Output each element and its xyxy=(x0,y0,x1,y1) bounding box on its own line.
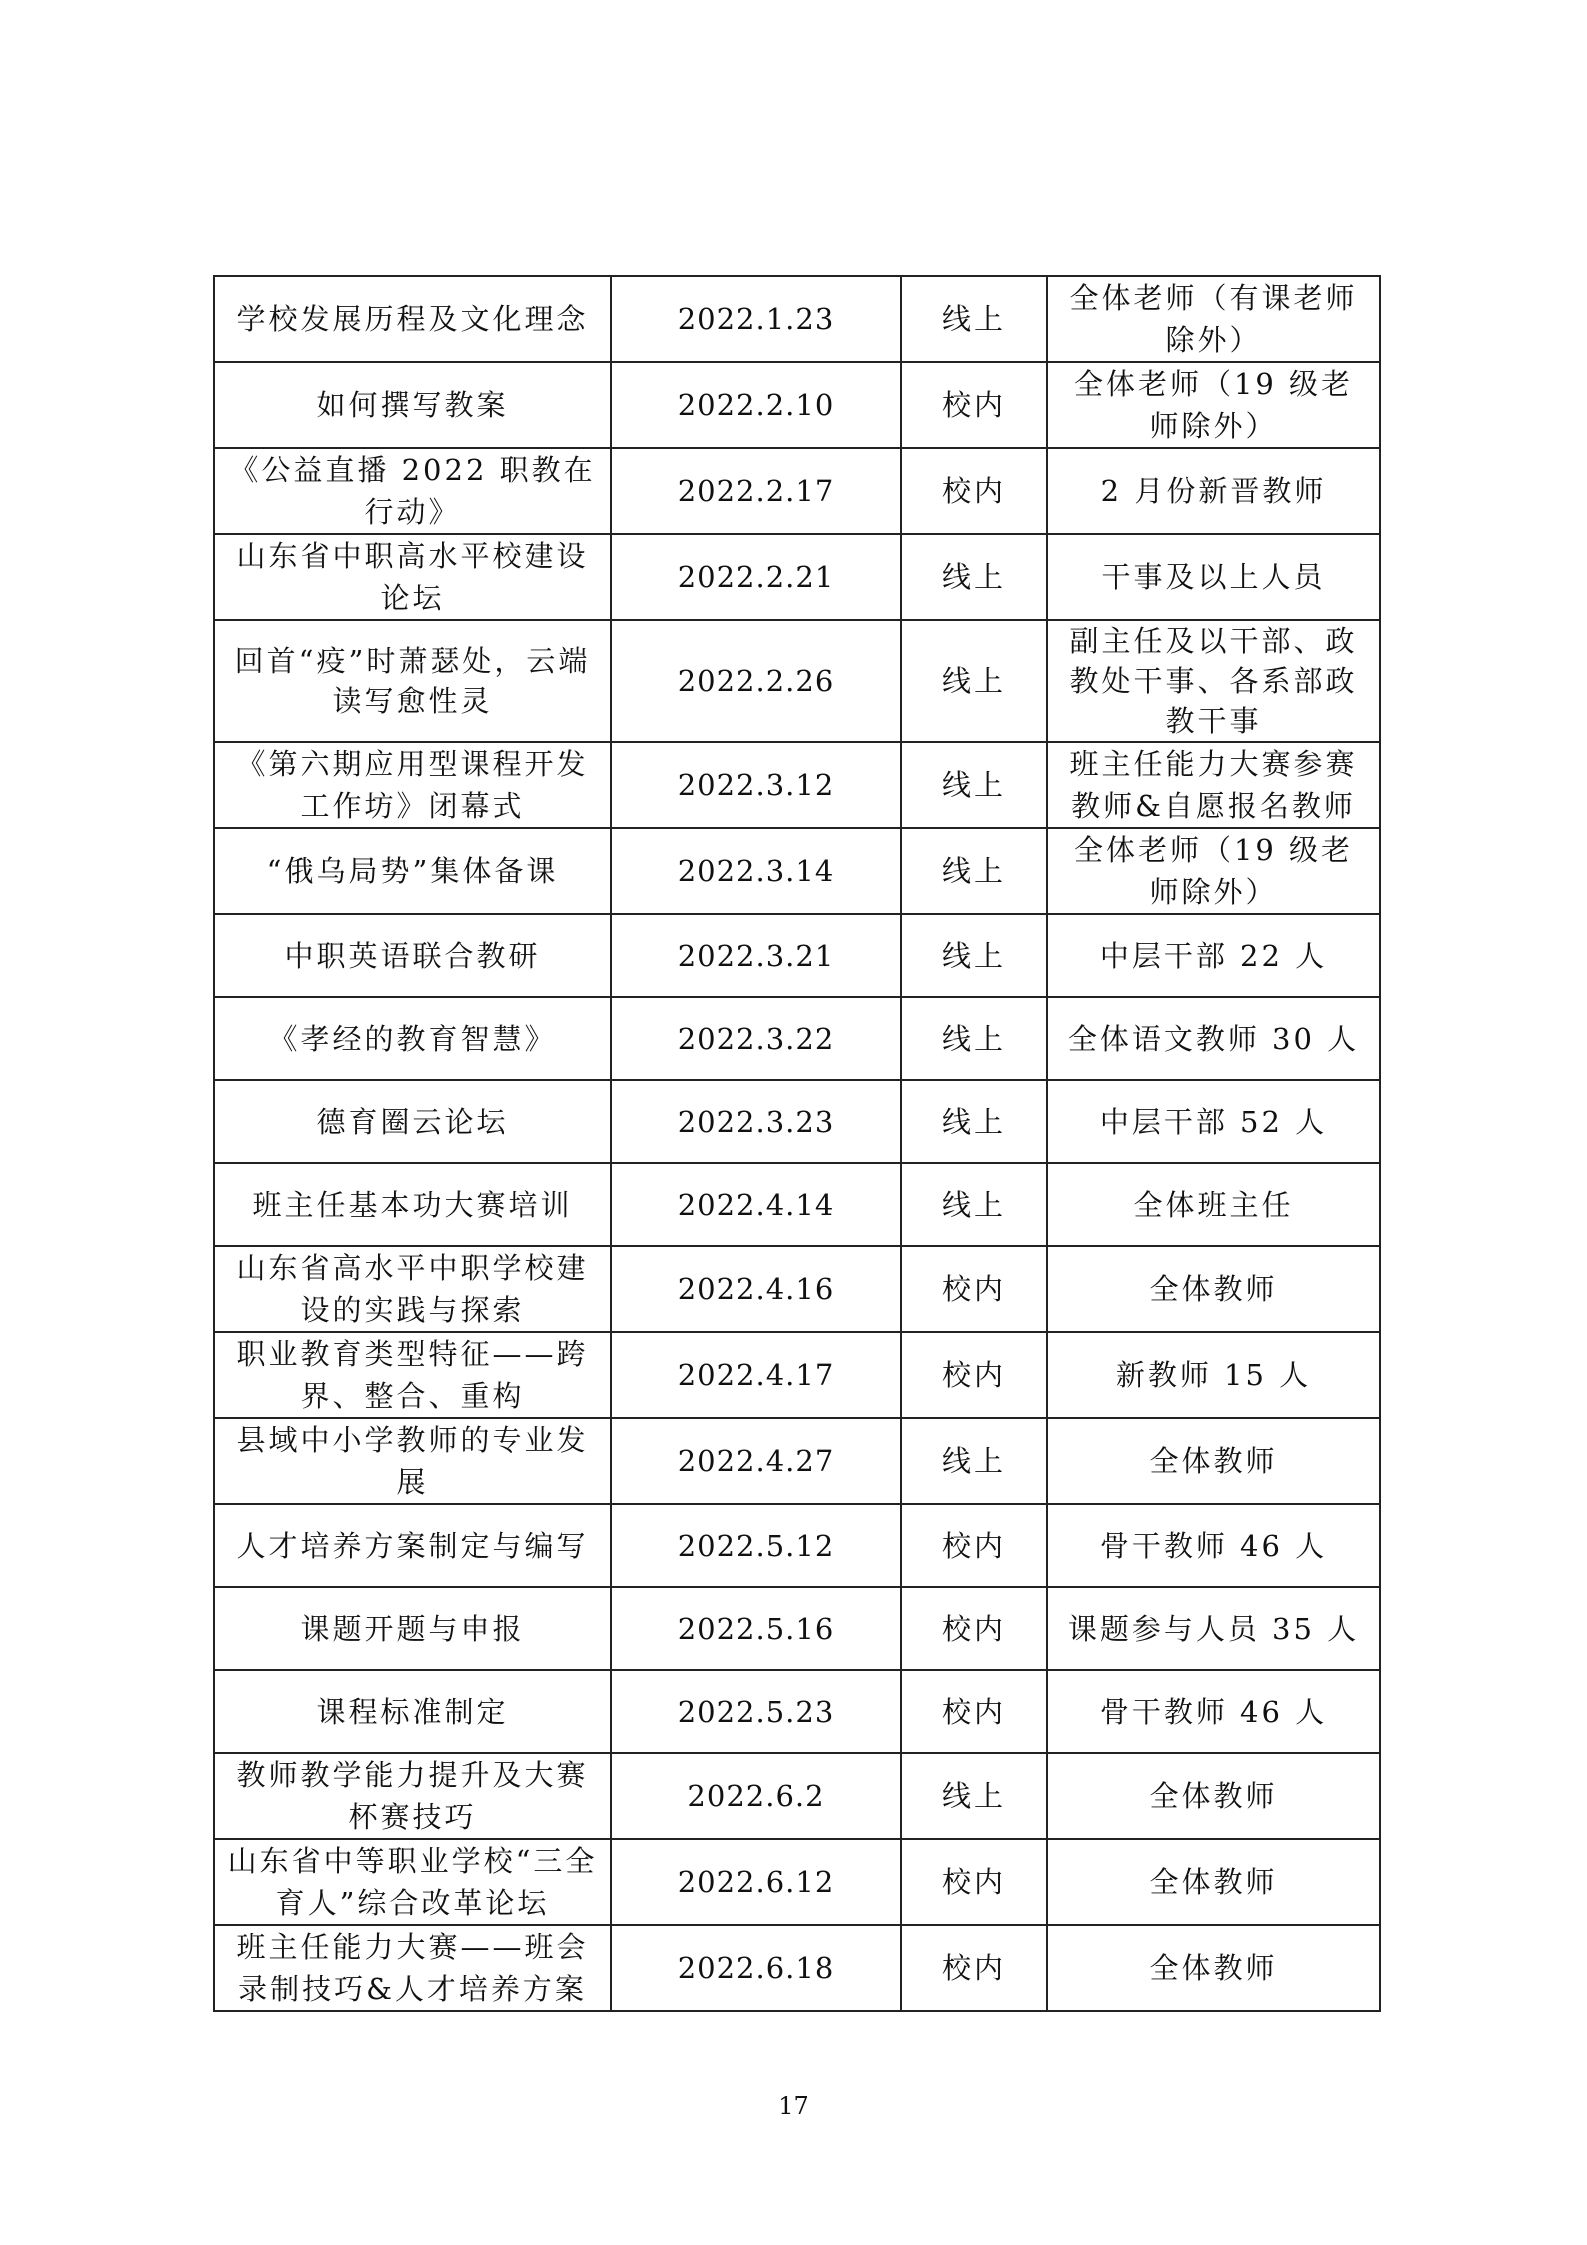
audience-cell: 全体教师 xyxy=(1047,1246,1380,1332)
table-row xyxy=(214,1504,1380,1587)
mode-cell: 线上 xyxy=(901,742,1047,828)
table-row xyxy=(214,1418,1380,1504)
audience-cell: 新教师 15 人 xyxy=(1047,1332,1380,1418)
audience-cell: 全体教师 xyxy=(1047,1839,1380,1925)
table-row xyxy=(214,448,1380,534)
audience-cell: 班主任能力大赛参赛教师&自愿报名教师 xyxy=(1047,742,1380,828)
table-row xyxy=(214,276,1380,362)
table-row xyxy=(214,1246,1380,1332)
date-cell: 2022.2.10 xyxy=(611,362,901,448)
date-cell: 2022.4.14 xyxy=(611,1163,901,1246)
table-row xyxy=(214,1587,1380,1670)
date-cell: 2022.4.27 xyxy=(611,1418,901,1504)
table-row xyxy=(214,1670,1380,1753)
date-cell: 2022.3.22 xyxy=(611,997,901,1080)
audience-cell: 全体老师（有课老师除外） xyxy=(1047,276,1380,362)
table-row xyxy=(214,997,1380,1080)
topic-cell: 《第六期应用型课程开发工作坊》闭幕式 xyxy=(214,742,611,828)
topic-cell: 学校发展历程及文化理念 xyxy=(214,276,611,362)
table-row xyxy=(214,362,1380,448)
mode-cell: 线上 xyxy=(901,914,1047,997)
audience-cell: 2 月份新晋教师 xyxy=(1047,448,1380,534)
topic-cell: 班主任基本功大赛培训 xyxy=(214,1163,611,1246)
mode-cell: 校内 xyxy=(901,1587,1047,1670)
audience-cell: 课题参与人员 35 人 xyxy=(1047,1587,1380,1670)
mode-cell: 线上 xyxy=(901,1753,1047,1839)
audience-cell: 中层干部 52 人 xyxy=(1047,1080,1380,1163)
topic-cell: 职业教育类型特征——跨界、整合、重构 xyxy=(214,1332,611,1418)
table-row xyxy=(214,1925,1380,2011)
topic-cell: 《公益直播 2022 职教在行动》 xyxy=(214,448,611,534)
audience-cell: 全体老师（19 级老师除外） xyxy=(1047,362,1380,448)
mode-cell: 线上 xyxy=(901,1163,1047,1246)
topic-cell: 县域中小学教师的专业发展 xyxy=(214,1418,611,1504)
topic-cell: 《孝经的教育智慧》 xyxy=(214,997,611,1080)
topic-cell: 教师教学能力提升及大赛杯赛技巧 xyxy=(214,1753,611,1839)
mode-cell: 线上 xyxy=(901,534,1047,620)
date-cell: 2022.3.23 xyxy=(611,1080,901,1163)
topic-cell: 如何撰写教案 xyxy=(214,362,611,448)
date-cell: 2022.2.21 xyxy=(611,534,901,620)
date-cell: 2022.5.23 xyxy=(611,1670,901,1753)
topic-cell: “俄乌局势”集体备课 xyxy=(214,828,611,914)
date-cell: 2022.3.12 xyxy=(611,742,901,828)
table-row xyxy=(214,1332,1380,1418)
mode-cell: 校内 xyxy=(901,362,1047,448)
topic-cell: 德育圈云论坛 xyxy=(214,1080,611,1163)
table-row xyxy=(214,534,1380,620)
mode-cell: 线上 xyxy=(901,997,1047,1080)
table-row xyxy=(214,1753,1380,1839)
mode-cell: 校内 xyxy=(901,1332,1047,1418)
topic-cell: 课题开题与申报 xyxy=(214,1587,611,1670)
topic-cell: 山东省中等职业学校“三全育人”综合改革论坛 xyxy=(214,1839,611,1925)
date-cell: 2022.5.16 xyxy=(611,1587,901,1670)
date-cell: 2022.3.21 xyxy=(611,914,901,997)
table-row xyxy=(214,1839,1380,1925)
topic-cell: 人才培养方案制定与编写 xyxy=(214,1504,611,1587)
audience-cell: 全体教师 xyxy=(1047,1925,1380,2011)
topic-cell: 中职英语联合教研 xyxy=(214,914,611,997)
training-schedule-table xyxy=(213,275,1381,2012)
audience-cell: 中层干部 22 人 xyxy=(1047,914,1380,997)
mode-cell: 校内 xyxy=(901,1925,1047,2011)
mode-cell: 线上 xyxy=(901,828,1047,914)
table-row xyxy=(214,620,1380,742)
audience-cell: 副主任及以干部、政教处干事、各系部政教干事 xyxy=(1047,620,1380,742)
audience-cell: 全体班主任 xyxy=(1047,1163,1380,1246)
table-row xyxy=(214,1080,1380,1163)
topic-cell: 回首“疫”时萧瑟处，云端读写愈性灵 xyxy=(214,620,611,742)
date-cell: 2022.2.17 xyxy=(611,448,901,534)
audience-cell: 全体老师（19 级老师除外） xyxy=(1047,828,1380,914)
audience-cell: 骨干教师 46 人 xyxy=(1047,1670,1380,1753)
mode-cell: 线上 xyxy=(901,276,1047,362)
table-row xyxy=(214,828,1380,914)
date-cell: 2022.2.26 xyxy=(611,620,901,742)
mode-cell: 校内 xyxy=(901,1504,1047,1587)
table-row xyxy=(214,914,1380,997)
mode-cell: 校内 xyxy=(901,448,1047,534)
topic-cell: 山东省中职高水平校建设论坛 xyxy=(214,534,611,620)
date-cell: 2022.4.17 xyxy=(611,1332,901,1418)
topic-cell: 班主任能力大赛——班会录制技巧&人才培养方案 xyxy=(214,1925,611,2011)
mode-cell: 线上 xyxy=(901,1418,1047,1504)
audience-cell: 全体语文教师 30 人 xyxy=(1047,997,1380,1080)
date-cell: 2022.6.2 xyxy=(611,1753,901,1839)
mode-cell: 线上 xyxy=(901,1080,1047,1163)
date-cell: 2022.6.12 xyxy=(611,1839,901,1925)
date-cell: 2022.3.14 xyxy=(611,828,901,914)
mode-cell: 线上 xyxy=(901,620,1047,742)
audience-cell: 全体教师 xyxy=(1047,1418,1380,1504)
mode-cell: 校内 xyxy=(901,1839,1047,1925)
table-row xyxy=(214,742,1380,828)
page-number: 17 xyxy=(778,2092,809,2120)
audience-cell: 全体教师 xyxy=(1047,1753,1380,1839)
topic-cell: 山东省高水平中职学校建设的实践与探索 xyxy=(214,1246,611,1332)
date-cell: 2022.4.16 xyxy=(611,1246,901,1332)
mode-cell: 校内 xyxy=(901,1246,1047,1332)
date-cell: 2022.1.23 xyxy=(611,276,901,362)
audience-cell: 骨干教师 46 人 xyxy=(1047,1504,1380,1587)
table-row xyxy=(214,1163,1380,1246)
date-cell: 2022.5.12 xyxy=(611,1504,901,1587)
date-cell: 2022.6.18 xyxy=(611,1925,901,2011)
audience-cell: 干事及以上人员 xyxy=(1047,534,1380,620)
topic-cell: 课程标准制定 xyxy=(214,1670,611,1753)
mode-cell: 校内 xyxy=(901,1670,1047,1753)
